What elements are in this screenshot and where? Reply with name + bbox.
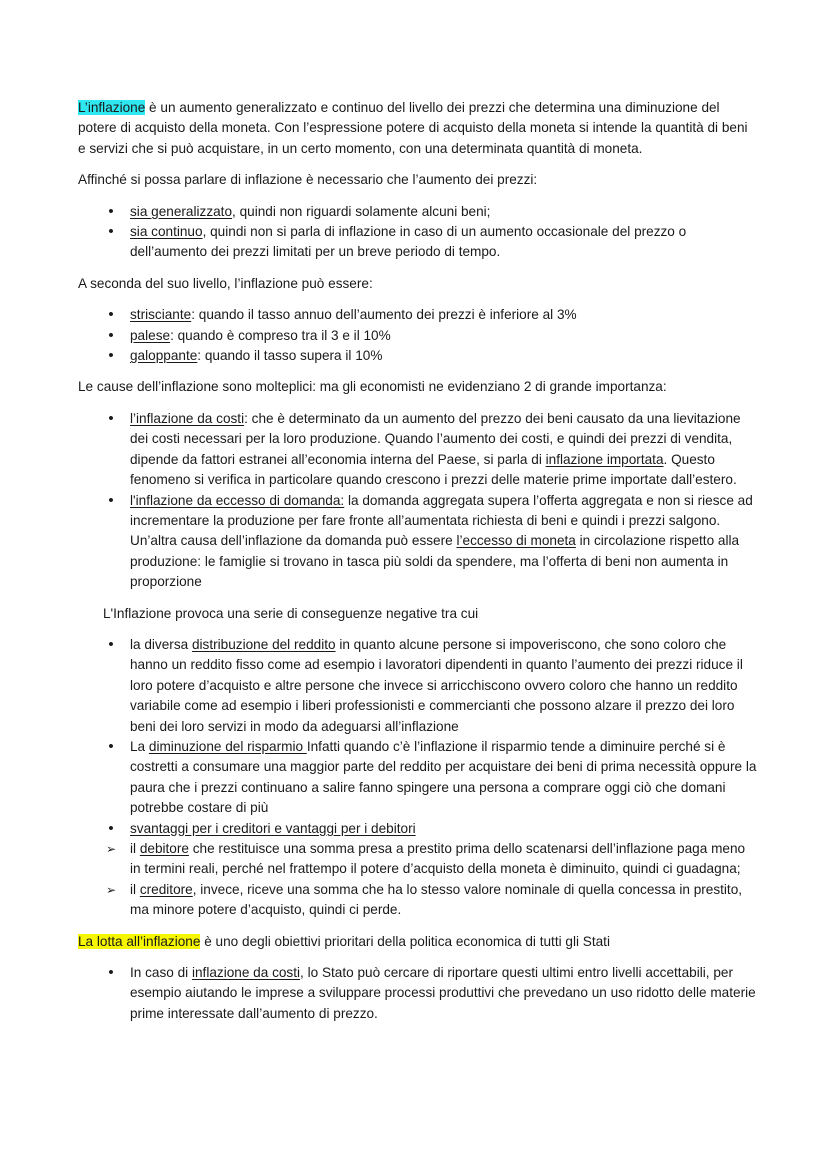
causes-list — [78, 409, 758, 593]
list-item: • la diversa distribuzione del reddito in quanto alcune persone si impoveriscono, che sono coloro che hanno un reddito fisso come ad esempio i lavoratori dipendenti in quanto l’aumento dei prezzi riduce il loro potere d’acquisto e altre persone che invece si arricchiscono ovvero coloro che hanno un reddito variabile come ad esempio i liberi professionisti e commercianti che possono alzare il prezzo dei loro beni dei loro servizi in modo da adeguarsi all’inflazione — [78, 635, 758, 737]
fight-list — [78, 963, 758, 1024]
list-item: • La diminuzione del risparmio Infatti quando c’è l’inflazione il risparmio tende a diminuire perché si è costretti a consumare una maggior parte del reddito per acquistare dei beni di prima necessità oppure la paura che i prezzi continuano a salire fanno spingere una persona a comprare oggi ciò che domani potrebbe costare di più — [78, 737, 758, 819]
list-item: • svantaggi per i creditori e vantaggi per i debitori — [78, 819, 758, 839]
list-item: • l'inflazione da eccesso di domanda: la domanda aggregata supera l’offerta aggregata e non si riesce ad incrementare la produzione per fare fronte all’aumentata richiesta di beni e quindi i prezzi salgono. Un’altra causa dell’inflazione da domanda può essere l’eccesso di moneta in circolazione rispetto alla produzione: le famiglie si trovano in tasca più soldi da spendere, ma l’offerta di beni non aumenta in proporzione — [78, 491, 758, 593]
fight-paragraph: La lotta all’inflazione è uno degli obiettivi prioritari della politica economica di tutti gli Stati — [78, 933, 610, 949]
list-item: • palese: quando è compreso tra il 3 e il 10% — [78, 326, 758, 346]
bullet-icon: • — [108, 819, 114, 837]
bullet-icon: • — [108, 326, 114, 344]
causes-paragraph: Le cause dell’inflazione sono molteplici: ma gli economisti ne evidenziano 2 di grande importanza: — [78, 379, 667, 395]
intro-paragraph: L’inflazione è un aumento generalizzato e continuo del livello dei prezzi che determina una diminuzione del potere di acquisto della moneta. Con l’espressione potere di acquisto della moneta si intende la quantità di beni e servizi che si può acquistare, in un certo momento, con una determinata quantità di moneta. — [78, 100, 748, 156]
bullet-icon: • — [108, 306, 114, 324]
bullet-icon: • — [108, 347, 114, 365]
list-item: • sia continuo, quindi non si parla di inflazione in caso di un aumento occasionale del prezzo o dell’aumento dei prezzi limitati per un breve periodo di tempo. — [78, 222, 758, 263]
condition-paragraph: Affinché si possa parlare di inflazione è necessario che l’aumento dei prezzi: — [78, 172, 538, 188]
list-item: • l’inflazione da costi: che è determinato da un aumento del prezzo dei beni causato da una lievitazione dei costi necessari per la loro produzione. Quando l’aumento dei costi, e quindi dei prezzi di vendita, dipende da fattori estranei all’economia interna del Paese, si parla di inflazione importata. Questo fenomeno si verifica in particolare quando crescono i prezzi delle materie prime importate dall’estero. — [78, 409, 758, 491]
levels-paragraph: A seconda del suo livello, l’inflazione può essere: — [78, 275, 373, 291]
list-item: • strisciante: quando il tasso annuo dell’aumento dei prezzi è inferiore al 3% — [78, 305, 758, 325]
list-item: • In caso di inflazione da costi, lo Stato può cercare di riportare questi ultimi entro livelli accettabili, per esempio aiutando le imprese a sviluppare processi produttivi che prevedano un uso ridotto delle materie prime interessate dall’aumento di prezzo. — [78, 963, 758, 1024]
list-item: • sia generalizzato, quindi non riguardi solamente alcuni beni; — [78, 202, 758, 222]
bullet-icon: • — [108, 202, 114, 220]
highlighted-term-lotta: La lotta all’inflazione — [78, 933, 201, 949]
bullet-icon: • — [108, 737, 114, 755]
bullet-icon: • — [108, 635, 114, 653]
bullet-icon: • — [108, 223, 114, 241]
highlighted-term-inflazione: L’inflazione — [78, 100, 146, 115]
levels-list — [78, 305, 758, 366]
list-item: • galoppante: quando il tasso supera il 10% — [78, 346, 758, 366]
consequences-list — [78, 635, 758, 921]
consequences-paragraph: L'Inflazione provoca una serie di conseguenze negative tra cui — [103, 605, 479, 621]
arrow-bullet-icon: ➢ — [105, 842, 117, 856]
list-item: ➢ il creditore, invece, riceve una somma che ha lo stesso valore nominale di quella concessa in prestito, ma minore potere d’acquisto, quindi ci perde. — [78, 880, 758, 921]
list-item: ➢ il debitore che restituisce una somma presa a prestito prima dello scatenarsi dell’inflazione paga meno in termini reali, perché nel frattempo il potere d’acquisto della moneta è diminuito, quindi ci guadagna; — [78, 839, 758, 880]
arrow-bullet-icon: ➢ — [105, 882, 117, 897]
bullet-icon: • — [108, 491, 114, 509]
bullet-icon: • — [108, 409, 114, 427]
condition-list — [78, 202, 758, 263]
bullet-icon: • — [108, 964, 114, 982]
